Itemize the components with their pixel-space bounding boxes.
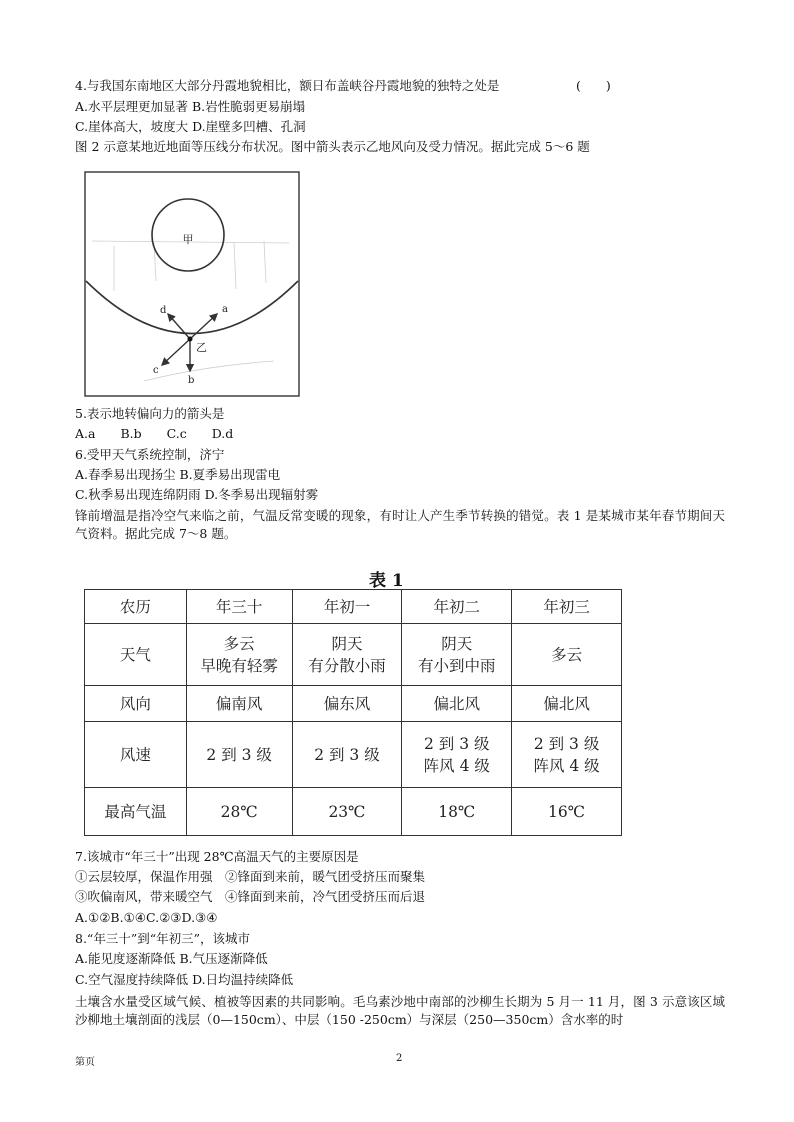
table-cell: 2 到 3 级 <box>186 722 292 788</box>
q7-choice-line1: ①云层较厚，保温作用强 ②锋面到来前，暖气团受挤压而聚集 <box>75 869 426 884</box>
header-cell: 农历 <box>85 590 187 624</box>
table1-caption: 表 1 <box>369 571 404 591</box>
table-row-wind-speed <box>85 722 622 788</box>
q6-options-line1: A.春季易出现扬尘 B.夏季易出现雷电 <box>75 467 281 482</box>
table-cell: 16℃ <box>512 788 622 836</box>
header-cell: 年初一 <box>292 590 402 624</box>
table-cell: 2 到 3 级 <box>292 722 402 788</box>
label-yi: 乙 <box>196 341 207 354</box>
table-cell: 偏东风 <box>292 686 402 722</box>
header-cell: 年初三 <box>512 590 622 624</box>
point-yi <box>188 337 193 342</box>
q7-choice-line2: ③吹偏南风，带来暖空气 ④锋面到来前，冷气团受挤压而后退 <box>75 889 426 904</box>
q5-options: A.a B.b C.c D.d <box>75 426 234 441</box>
table-row-weather <box>85 624 622 686</box>
header-cell: 年初二 <box>402 590 512 624</box>
diagram-frame <box>85 172 299 396</box>
footer-page-label: 第页 <box>75 1057 95 1068</box>
q8-options-line1: A.能见度逐渐降低 B.气压逐渐降低 <box>75 951 268 966</box>
table-header-row <box>85 590 622 624</box>
row-label: 最高气温 <box>85 788 187 836</box>
label-c: c <box>153 365 159 376</box>
header-cell: 年三十 <box>186 590 292 624</box>
table-cell: 偏南风 <box>186 686 292 722</box>
row-label: 天气 <box>85 624 187 686</box>
q4-answer-paren: ( ) <box>576 78 611 93</box>
fig2-intro: 图 2 示意某地近地面等压线分布状况。图中箭头表示乙地风向及受力情况。据此完成 5～6 题 <box>75 139 590 154</box>
q6-stem: 6.受甲天气系统控制，济宁 <box>75 447 225 462</box>
label-a: a <box>222 304 228 315</box>
q4-options-line2: C.崖体高大，坡度大 D.崖壁多凹槽、孔洞 <box>75 119 306 134</box>
label-jia: 甲 <box>182 233 194 246</box>
q5-stem: 5.表示地转偏向力的箭头是 <box>75 406 225 421</box>
label-b: b <box>188 375 195 386</box>
table-cell: 18℃ <box>402 788 512 836</box>
q6-options-line2: C.秋季易出现连绵阴雨 D.冬季易出现辐射雾 <box>75 487 319 502</box>
q7-stem: 7.该城市“年三十”出现 28℃高温天气的主要原因是 <box>75 849 359 864</box>
table-cell: 多云 <box>512 624 622 686</box>
isobar-diagram <box>84 171 300 397</box>
table-cell: 偏北风 <box>512 686 622 722</box>
soil-moisture-paragraph: 土壤含水量受区域气候、植被等因素的共同影响。毛乌素沙地中南部的沙柳生长期为 5 月一 11 月，图 3 示意该区域沙柳地土壤剖面的浅层（0—150cm）、中层（150 -250cm）与深层（250—350cm）含水率的时 <box>75 994 725 1027</box>
row-label: 风速 <box>85 722 187 788</box>
table-intro-paragraph: 锋前增温是指冷空气来临之前，气温反常变暖的现象，有时让人产生季节转换的错觉。表 1 是某城市某年春节期间天气资料。据此完成 7～8 题。 <box>75 508 725 541</box>
row-label: 风向 <box>85 686 187 722</box>
table-cell: 2 到 3 级 阵风 4 级 <box>402 722 512 788</box>
table-row-wind-direction <box>85 686 622 722</box>
table-cell: 2 到 3 级 阵风 4 级 <box>512 722 622 788</box>
table-cell: 阴天 有分散小雨 <box>292 624 402 686</box>
table-row-max-temp <box>85 788 622 836</box>
q4-options-line1: A.水平层理更加显著 B.岩性脆弱更易崩塌 <box>75 99 306 114</box>
table-cell: 多云 早晚有轻雾 <box>186 624 292 686</box>
table-cell: 23℃ <box>292 788 402 836</box>
table-cell: 阴天 有小到中雨 <box>402 624 512 686</box>
label-d: d <box>160 305 167 316</box>
table-cell: 28℃ <box>186 788 292 836</box>
q7-options: A.①②B.①④C.②③D.③④ <box>75 910 218 925</box>
weather-table <box>84 589 622 836</box>
table-cell: 偏北风 <box>402 686 512 722</box>
q8-options-line2: C.空气湿度持续降低 D.日均温持续降低 <box>75 972 294 987</box>
q8-stem: 8.“年三十”到“年初三”，该城市 <box>75 931 250 946</box>
footer-page-number: 2 <box>396 1053 403 1064</box>
q4-stem: 4.与我国东南地区大部分丹霞地貌相比，额日布盖峡谷丹霞地貌的独特之处是 <box>75 78 500 93</box>
